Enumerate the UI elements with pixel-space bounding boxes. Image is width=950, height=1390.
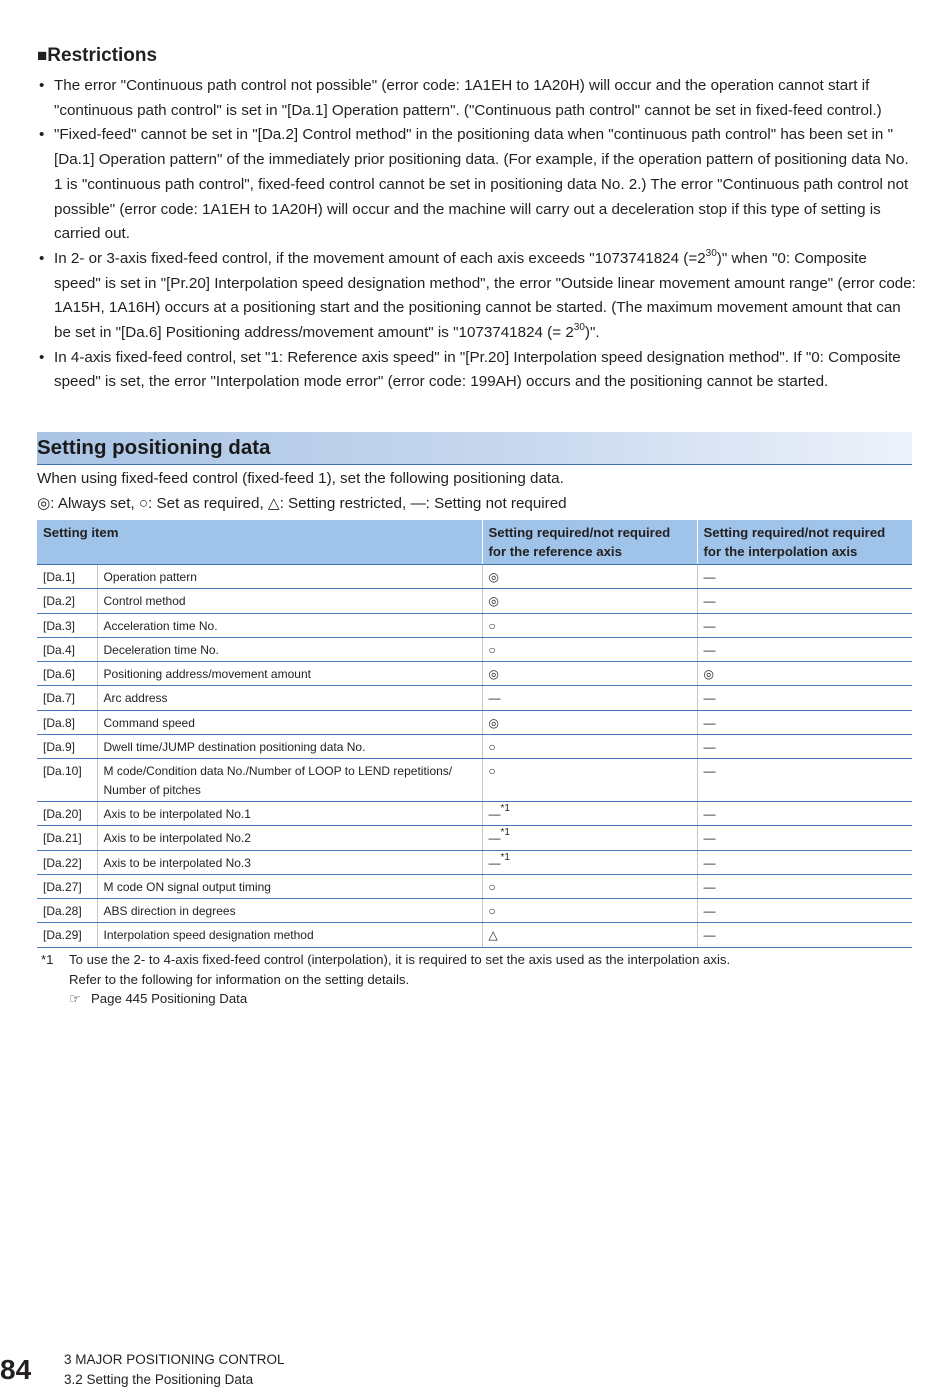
cell-reference-axis: ◎ — [482, 662, 697, 686]
cell-interpolation-axis: — — [697, 899, 912, 923]
cell-interpolation-axis: — — [697, 613, 912, 637]
section-header — [37, 432, 912, 465]
cell-reference-axis: ○ — [482, 637, 697, 661]
cell-code: [Da.2] — [37, 589, 97, 613]
cell-setting-name: Positioning address/movement amount — [97, 662, 482, 686]
pointing-hand-icon: ☞ — [69, 991, 81, 1006]
cell-setting-name: Dwell time/JUMP destination positioning data No. — [97, 735, 482, 759]
table-row — [37, 613, 912, 637]
cell-code: [Da.8] — [37, 710, 97, 734]
cell-reference-axis: ○ — [482, 735, 697, 759]
cell-code: [Da.22] — [37, 850, 97, 874]
cell-interpolation-axis: — — [697, 874, 912, 898]
cell-code: [Da.9] — [37, 735, 97, 759]
table-row — [37, 923, 912, 947]
table-row — [37, 565, 912, 589]
cell-interpolation-axis: — — [697, 589, 912, 613]
cell-setting-name: Arc address — [97, 686, 482, 710]
cell-code: [Da.28] — [37, 899, 97, 923]
restriction-item: • In 2- or 3-axis fixed-feed control, if the movement amount of each axis exceeds "1073741824 $(=2^{30})$" when "0: Composite speed" is set in "[Pr.20] Interpolation speed designation method", the error "Outside linear movement amount range" (error code: 1A15H, 1A16H) occurs at a positioning start and the positioning cannot be started. (The maximum movement amount that can be set in "[Da.6] Positioning address/movement amount" is "1073741824 (= $2^{30}$)". — [37, 247, 917, 346]
page-reference[interactable] — [69, 989, 917, 1009]
restriction-item: • "Fixed-feed" cannot be set in "[Da.2] Control method" in the positioning data when "continuous path control" has been set in "[Da.1] Operation pattern" of the immediately prior positioning data. (For example, if the operation pattern of positioning data No. 1 is "continuous path control", fixed-feed control cannot be set in positioning data No. 2.) The error "Continuous path control not possible" (error code: 1A1EH to 1A20H) will occur and the machine will carry out a deceleration stop if this type of setting is carried out. — [37, 123, 917, 247]
footnote-ref: *1 — [500, 802, 510, 814]
footnote-marker: *1 — [41, 952, 54, 967]
footer-section: 3.2 Setting the Positioning Data — [64, 1372, 254, 1387]
table-row — [37, 710, 912, 734]
cell-setting-name: M code ON signal output timing — [97, 874, 482, 898]
cell-interpolation-axis: — — [697, 850, 912, 874]
cell-interpolation-axis: — — [697, 826, 912, 850]
table-row — [37, 589, 912, 613]
table-row — [37, 850, 912, 874]
cell-code: [Da.7] — [37, 686, 97, 710]
cell-reference-axis: —$^{*1}$ — [482, 801, 697, 825]
header-interpolation-axis: Setting required/not required for the interpolation axis — [697, 520, 912, 565]
cell-interpolation-axis: — — [697, 735, 912, 759]
cell-code: [Da.27] — [37, 874, 97, 898]
cell-code: [Da.3] — [37, 613, 97, 637]
cell-code: [Da.29] — [37, 923, 97, 947]
table-row — [37, 637, 912, 661]
cell-reference-axis: ◎ — [482, 710, 697, 734]
cell-code: [Da.21] — [37, 826, 97, 850]
cell-reference-axis: ○ — [482, 759, 697, 802]
cell-setting-name: M code/Condition data No./Number of LOOP to LEND repetitions/ Number of pitches — [97, 759, 482, 802]
cell-interpolation-axis: — — [697, 801, 912, 825]
cell-interpolation-axis: — — [697, 686, 912, 710]
cell-setting-name: Control method — [97, 589, 482, 613]
footer-chapter: 3 MAJOR POSITIONING CONTROL — [64, 1352, 285, 1367]
running-footer — [64, 1350, 285, 1390]
table-row — [37, 759, 912, 802]
table-row — [37, 662, 912, 686]
table-header-row — [37, 520, 912, 565]
cell-interpolation-axis: — — [697, 637, 912, 661]
footnote-ref: *1 — [500, 827, 510, 839]
footnote — [37, 950, 917, 1009]
table-row — [37, 686, 912, 710]
footnote-ref: *1 — [500, 851, 510, 863]
cell-code: [Da.10] — [37, 759, 97, 802]
restrictions-heading: ■Restrictions — [37, 45, 158, 66]
table-row — [37, 826, 912, 850]
cell-setting-name: Axis to be interpolated No.3 — [97, 850, 482, 874]
cell-setting-name: Command speed — [97, 710, 482, 734]
cell-reference-axis: —$^{*1}$ — [482, 850, 697, 874]
cell-setting-name: ABS direction in degrees — [97, 899, 482, 923]
intro-text: When using fixed-feed control (fixed-feed 1), set the following positioning data. — [37, 470, 564, 487]
cell-reference-axis: ◎ — [482, 565, 697, 589]
restriction-item: • The error "Continuous path control not possible" (error code: 1A1EH to 1A20H) will occur and the operation cannot start if "continuous path control" is set in "[Da.1] Operation pattern". ("Continuous path control" cannot be set in fixed-feed control.) — [37, 74, 917, 123]
cell-setting-name: Operation pattern — [97, 565, 482, 589]
symbol-legend: ◎: Always set, ○: Set as required, △: Setting restricted, —: Setting not required — [37, 494, 567, 512]
cell-interpolation-axis: — — [697, 759, 912, 802]
cell-reference-axis: △ — [482, 923, 697, 947]
cell-reference-axis: —$^{*1}$ — [482, 826, 697, 850]
cell-reference-axis: — — [482, 686, 697, 710]
cell-reference-axis: ◎ — [482, 589, 697, 613]
cell-interpolation-axis: — — [697, 710, 912, 734]
restriction-item: • In 4-axis fixed-feed control, set "1: Reference axis speed" in "[Pr.20] Interpolation speed designation method". If "0: Composite speed" is set, the error "Interpolation mode error" (error code: 199AH) occurs and the positioning cannot be started. — [37, 346, 917, 395]
cell-setting-name: Axis to be interpolated No.2 — [97, 826, 482, 850]
positioning-data-table — [37, 520, 912, 948]
table-row — [37, 735, 912, 759]
square-bullet-icon: ■ — [37, 46, 48, 65]
table-row — [37, 801, 912, 825]
footnote-line: Refer to the following for information on the setting details. — [69, 971, 410, 987]
cell-code: [Da.6] — [37, 662, 97, 686]
cell-setting-name: Axis to be interpolated No.1 — [97, 801, 482, 825]
header-setting-item: Setting item — [37, 520, 482, 565]
cell-reference-axis: ○ — [482, 613, 697, 637]
cell-reference-axis: ○ — [482, 874, 697, 898]
page-number: 84 — [0, 1354, 32, 1385]
cell-interpolation-axis: — — [697, 565, 912, 589]
cell-interpolation-axis: ◎ — [697, 662, 912, 686]
cell-code: [Da.1] — [37, 565, 97, 589]
page-reference-link[interactable]: Page 445 Positioning Data — [91, 991, 248, 1006]
restrictions-block — [37, 44, 917, 395]
footnote-line: To use the 2- to 4-axis fixed-feed control (interpolation), it is required to set the axis used as the interpolation axis. — [69, 952, 731, 967]
table-row — [37, 874, 912, 898]
cell-setting-name: Deceleration time No. — [97, 637, 482, 661]
cell-reference-axis: ○ — [482, 899, 697, 923]
section-intro — [37, 467, 567, 516]
cell-interpolation-axis: — — [697, 923, 912, 947]
cell-setting-name: Acceleration time No. — [97, 613, 482, 637]
table-row — [37, 899, 912, 923]
cell-code: [Da.20] — [37, 801, 97, 825]
header-reference-axis: Setting required/not required for the reference axis — [482, 520, 697, 565]
cell-code: [Da.4] — [37, 637, 97, 661]
restrictions-list — [37, 74, 917, 395]
section-title: Setting positioning data — [37, 436, 271, 459]
cell-setting-name: Interpolation speed designation method — [97, 923, 482, 947]
